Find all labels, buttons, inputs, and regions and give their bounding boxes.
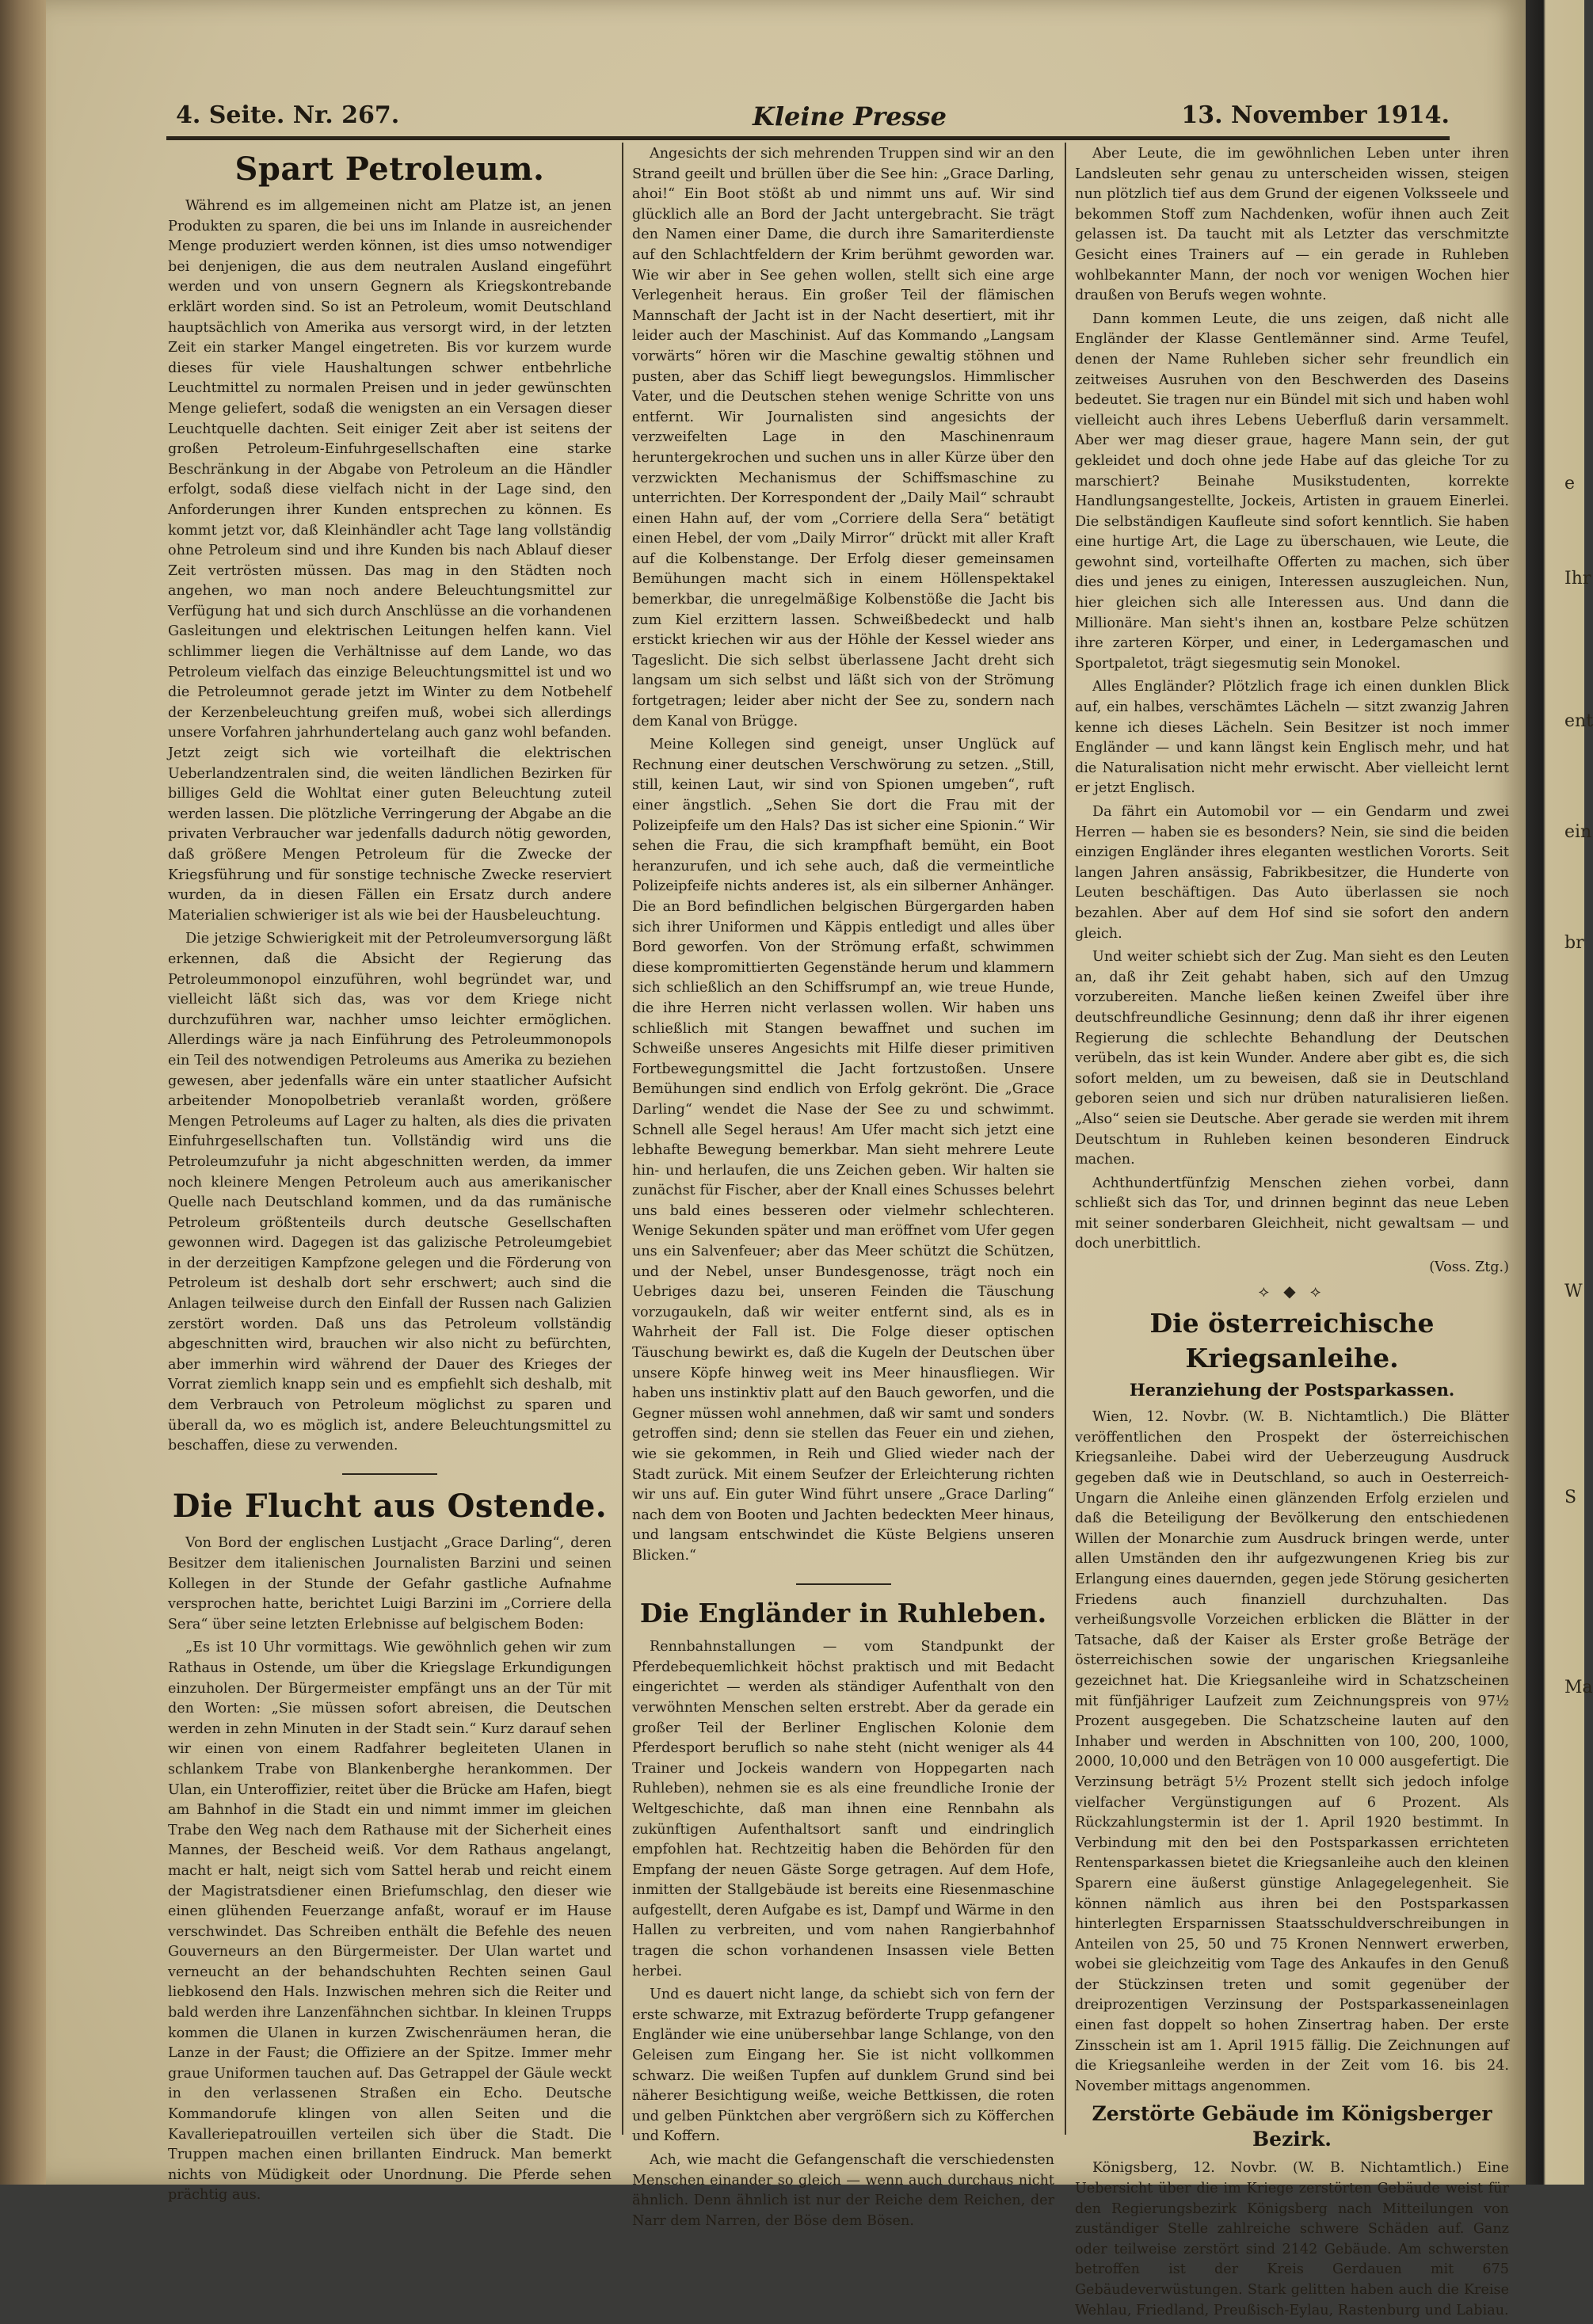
edge-fragment: ein [1564,822,1592,842]
article-paragraph: Und es dauert nicht lange, da schiebt sich von fern der erste schwarze, mit Extrazug beförderte Trupp gefangener Engländer wie eine unübersehbar lange Schlange, von den Geleisen zum Eingang her. Sie ist nicht vollkommen schwarz. Die weißen Tupfen auf dunklem Grund sind bei näherer Besichtigung weiße, weiche Bettkissen, die roten und gelben Pünktchen aber vergrößern sich zu Köfferchen und Koffern. [632,1987,1054,2145]
page-number-label: 4. Seite. Nr. 267. [176,101,400,129]
column-2 [632,144,1054,2234]
article-paragraph: Die jetzige Schwierigkeit mit der Petroleumversorgung läßt erkennen, daß die Absicht der Regierung das Petroleummonopol einzuführen, wohl begründet war, und vielleicht läßt sich das, was vor dem Kriege nicht durchzuführen war, nachher umso leichter ermöglichen. Allerdings wäre ja nach Einführung des Petroleummonopols ein Teil des notwendigen Petroleums aus Amerika zu beziehen gewesen, aber jedenfalls wäre ein unter staatlicher Aufsicht arbeitender Monopolbetrieb veranlaßt worden, größere Mengen Petroleums auf Lager zu halten, als dies die privaten Einfuhrgesellschaften tun. Vollständig wird uns die Petroleumzufuhr ja nicht abgeschnitten werden, da immer noch kleinere Mengen Petroleum auch aus amerikanischer Quelle nach Deutschland kommen, und da das rumänische Petroleum größtenteils durch deutsche Gesellschaften gewonnen wird. Dagegen ist das galizische Petroleumgebiet in der derzeitigen Kampfzone gelegen und die Förderung von Petroleum ist deshalb dort sehr erschwert; auch sind die Anlagen teilweise durch den Einfall der Russen nach Galizien zerstört worden. Daß uns das Petroleum vollständig abgeschnitten wird, brauchen wir also nicht zu befürchten, aber immerhin wird während der Dauer des Krieges der Vorrat ziemlich knapp sein und es empfiehlt sich deshalb, mit dem Verbrauch von Petroleum möglichst zu sparen und überall da, wo es möglich ist, andere Beleuchtungsmittel zu beschaffen, diese zu verwenden. [168,931,612,1454]
article-paragraph: Dann kommen Leute, die uns zeigen, daß nicht alle Engländer der Klasse Gentlemänner sind. Arme Teufel, denen der Name Ruhleben sicher sehr freundlich ein zeitweises Ausruhen von den Beschwerden des Daseins bedeutet. Sie tragen nur ein Bündel mit sich und haben wohl vielleicht auch ihres Lebens Ueberfluß darin versammelt. Aber wer mag dieser graue, hagere Mann sein, der gut gekleidet und doch ohne jede Habe auf das gleiche Tor zu marschiert? Beinahe Musikstudenten, korrekte Handlungsangestellte, Jockeis, Artisten in grauem Einerlei. Die selbständigen Kaufleute sind sofort kenntlich. Sie haben eine hurtige Art, die Lage zu überschauen, wie Leute, die gewohnt sind, vorteilhafte Offerten zu machen, sich über dies und jenes zu einigen, Interessen auszugleichen. Nun, hier gleichen sich alle Interessen aus. Und dann die Millionäre. Man sieht's ihnen an, kostbare Pelze schützen ihre zarteren Körper, und einer, in Ledergamaschen und Sportpaletot, trägt siegesmutig sein Monokel. [1075,311,1509,672]
article-paragraph: Wien, 12. Novbr. (W. B. Nichtamtlich.) Die Blätter veröffentlichen den Prospekt der österreichischen Kriegsanleihe. Dabei wird der Ueberzeugung Ausdruck gegeben daß wie in Deutschland, so auch in Oesterreich-Ungarn die Anleihe einen glänzenden Erfolg erzielen und daß die Beteiligung der Bevölkerung den entschiedenen Willen der Monarchie zum Ausdruck bringen werde, unter allen Umständen den ihr aufgezwungenen Krieg bis zur Erlangung eines dauernden, gegen jede Störung gesicherten Friedens auch finanziell durchzuhalten. Das verheißungsvolle Vorzeichen erblicken die Blätter in der Tatsache, daß der Kaiser als Erster große Beträge der österreichischen sowie der ungarischen Kriegsanleihe gezeichnet hat. Die Kriegsanleihe wird in Schatzscheinen mit fünfjähriger Laufzeit zum Zeichnungspreis von 97½ Prozent ausgegeben. Die Schatzscheine lauten auf den Inhaber und werden in Abschnitten von 100, 200, 1000, 2000, 10,000 und den Beträgen von 10 000 ausgefertigt. Die Verzinsung beträgt 5½ Prozent stellt sich jedoch infolge vielfacher Vergünstigungen auf 6 Prozent. Als Rückzahlungstermin ist der 1. April 1920 bestimmt. In Verbindung mit den bei den Postsparkassen errichteten Rentensparkassen bietet die Kriegsanleihe auch den kleinen Sparern eine äußerst günstige Anlagegelegenheit. Sie können nämlich aus ihren bei den Postsparkassen hinterlegten Ersparnissen Staatsschuldverschreibungen in Anteilen von 25, 50 und 75 Kronen Nennwert erwerben, wobei sie gleichzeitig vom Tage des Ankaufes in den Genuß der Stückzinsen treten und somit gegenüber der dreiprozentigen Verzinsung der Postsparkasseneinlagen einen fast doppelt so hohen Zinsertrag haben. Der erste Zinsschein ist am 1. April 1915 fällig. Die Zeichnungen auf die Kriegsanleihe werden in der Zeit vom 16. bis 24. November mittags angenommen. [1075,1409,1509,2094]
article-paragraph: Achthundertfünfzig Menschen ziehen vorbei, dann schließt sich das Tor, und drinnen beginnt das neue Leben mit seiner sonderbaren Gleichheit, nicht gewaltsam — und doch unerbittlich. [1075,1175,1509,1252]
separator-rule [168,1461,612,1482]
edge-fragment: e [1564,474,1576,493]
article-paragraph: Königsberg, 12. Novbr. (W. B. Nichtamtlich.) Eine Uebersicht über die im Kriege zerstörten Gebäude weist für den Regierungsbezirk Königsberg nach Mitteilungen von zuständiger Stelle zahlreiche schwere Schäden auf. Ganz oder teilweise zerstört sind 2142 Gebäude. Am schwersten betroffen ist der Kreis Gerdauen mit 675 Gebäudeverwüstungen. Stark gelitten haben auch die Kreise Wehlau, Friedland, Preußisch-Eylau, Rastenburg und Labiau. [1075,2160,1509,2318]
article-paragraph: Meine Kollegen sind geneigt, unser Unglück auf Rechnung einer deutschen Verschwörung zu setzen. „Still, still, keinen Laut, wir sind von Spionen umgeben“, ruft einer ängstlich. „Sehen Sie dort die Frau mit der Polizeipfeife um den Hals? Das ist sicher eine Spionin.“ Wir sehen die Frau, die sich krampfhaft bemüht, ein Boot heranzurufen, und ich sehe auch, daß die vermeintliche Polizeipfeife nichts anderes ist, als ein silberner Anhänger. Die an Bord befindlichen belgischen Bürgergarden haben sich ihrer Uniformen und Käppis entledigt und alles über Bord geworfen. Von der Strömung erfaßt, schwimmen diese kompromittierten Gegenstände herum und klammern sich schließlich an den Schiffsrumpf an, wie treue Hunde, die ihre Herren nicht verlassen wollen. Wir haben uns schließlich mit Stangen bewaffnet und suchen im Schweiße unseres Angesichts mit Hilfe dieser primitiven Fortbewegungsmittel die Jacht fortzustoßen. Unsere Bemühungen sind endlich von Erfolg gekrönt. Die „Grace Darling“ wendet die Nase der See zu und schwimmt. Schnell alle Segel heraus! Am Ufer macht sich jetzt eine lebhafte Bewegung bemerkbar. Man sieht mehrere Leute hin- und herlaufen, die uns Zeichen geben. Wir halten sie zunächst für Fischer, aber der Knall eines Schusses belehrt uns bald eines besseren oder vielmehr schlechteren. Wenige Sekunden später und man eröffnet vom Ufer gegen uns ein Salvenfeuer; aber das Meer schützt die Schützen, und der Nebel, unser Bundesgenosse, trägt noch ein Uebriges dazu bei, unseren Feinden die Täuschung vorzugaukeln, daß wir weiter entfernt sind, als es in Wahrheit der Fall ist. Die Folge dieser optischen Täuschung bewirkt es, daß die Kugeln der Deutschen über unsere Köpfe hinweg weit ins Meer hinausfliegen. Wir haben uns instinktiv platt auf den Bauch geworfen, und die Gegner müssen wohl annehmen, daß wir samt und sonders getroffen sind; denn sie stellen das Feuer ein und ziehen, wie sie gekommen, in Reih und Glied wieder nach der Stadt zurück. Mit einem Seufzer der Erleichterung richten wir uns auf. Ein guter Wind führt unsere „Grace Darling“ nach dem von Booten und Jachten bedeckten Meer hinaus, und langsam entschwindet die Küste Belgiens unseren Blicken.“ [632,737,1054,1564]
separator-rule [632,1572,1054,1592]
edge-fragment: Ihr [1564,569,1591,589]
separator-ornament: ⟡ ◆ ⟡ [1258,1281,1326,1301]
article-subtitle: Heranziehung der Postsparkassen. [1129,1380,1455,1400]
article-title-ruhleben: Die Engländer in Ruhleben. [639,1598,1047,1629]
issue-date: 13. November 1914. [1181,101,1450,129]
adjacent-page-edge [1526,0,1584,2185]
edge-fragment: br [1564,933,1584,953]
article-paragraph: Da fährt ein Automobil vor — ein Gendarm und zwei Herren — haben sie es besonders? Nein, sie sind die beiden einzigen Engländer ihres eleganten westlichen Vororts. Seit langen Jahren ansässig, Fabrikbesitzer, die Hunderte von Leuten beschäftigen. Das Auto überlassen sie noch bezahlen. Aber auf dem Hof sind sie sofort den andern gleich. [1075,804,1509,942]
header-rule [166,136,1450,140]
book-binding [0,0,46,2185]
article-title-kriegsanleihe: Die österreichische Kriegsanleihe. [1149,1308,1435,1374]
page-header [166,101,1450,141]
article-paragraph: Angesichts der sich mehrenden Truppen sind wir an den Strand geeilt und brüllen über die See hin: „Grace Darling, ahoi!“ Ein Boot stößt ab und nimmt uns auf. Wir sind glücklich alle an Bord der Jacht untergebracht. Sie trägt den Namen einer Dame, die durch ihre Samariterdienste auf den Schlachtfeldern der Krim berühmt geworden war. Wie wir aber in See gehen wollen, stellt sich eine arge Verlegenheit heraus. Ein großer Teil der flämischen Mannschaft der Jacht ist in der Nacht desertiert, mit ihr leider auch der Maschinist. Auf das Kommando „Langsam vorwärts“ hören wir die Maschine gewaltig stöhnen und pusten, aber das Schiff liegt bewegungslos. Himmlischer Vater, und die Deutschen stehen wenige Schritte von uns entfernt. Wir Journalisten sind angesichts der verzweifelten Lage in den Maschinenraum heruntergekrochen und suchen uns in aller Kürze über den verzwickten Mechanismus der Schiffsmaschine zu unterrichten. Der Korrespondent der „Daily Mail“ schraubt einen Hahn auf, der vom „Corriere della Sera“ betätigt einen Hebel, der vom „Daily Mirror“ drückt mit aller Kraft auf die Kolbenstange. Der Erfolg dieser gemeinsamen Bemühungen macht sich in einem Höllenspektakel bemerkbar, die unregelmäßige Kolbenstöße die Jacht bis zum Kiel erzittern lassen. Schweißbedeckt und halb erstickt kriechen wir aus der Höhle der Kessel wieder ans Tageslicht. Die sich selbst überlassene Jacht dreht sich langsam um sich selbst und läßt sich von der Strömung fortgetragen; leider aber nicht der See zu, sondern nach dem Kanal von Brügge. [632,146,1054,730]
newspaper-title: Kleine Presse [753,101,947,131]
article-paragraph: Und weiter schiebt sich der Zug. Man sieht es den Leuten an, daß ihr Zeit gehabt haben, sich auf den Umzug vorzubereiten. Manche ließen keinen Zweifel über ihre deutschfreundliche Gesinnung; denn daß ihr ihrer eigenen Regierung die schlechte Behandlung der Deutschen verübeln, das ist kein Wunder. Andere aber gibt es, die sich sofort melden, um zu beweisen, daß sie in Deutschland geboren seien und sich nur drüben naturalisieren ließen. „Also“ seien sie Deutsche. Aber gerade sie werden mit ihrem Deutschtum in Ruhleben keinen besonderen Eindruck machen. [1075,949,1509,1168]
article-paragraph: Während es im allgemeinen nicht am Platze ist, an jenen Produkten zu sparen, die bei uns im Inlande in ausreichender Menge produziert werden können, ist dies umso notwendiger bei denjenigen, die aus dem neutralen Ausland eingeführt werden und von unsern Gegnern als Kriegskontrebande erklärt worden sind. So ist an Petroleum, womit Deutschland hauptsächlich von Amerika aus versorgt wird, in der letzten Zeit ein starker Mangel eingetreten. Bis vor kurzem wurde dieses für viele Haushaltungen schwer entbehrliche Leuchtmittel zu normalen Preisen und in jeder gewünschten Menge geliefert, sodaß die wenigsten an ein Versagen dieser Leuchtquelle dachten. Seit einiger Zeit aber ist seitens der großen Petroleum-Einfuhrgesellschaften eine starke Beschränkung in der Abgabe von Petroleum an die Händler erfolgt, sodaß diese vielfach nicht in der Lage sind, den Anforderungen ihrer Kunden entsprechen zu können. Es kommt jetzt vor, daß Kleinhändler acht Tage lang vollständig ohne Petroleum sind und ihre Kunden bis nach Ablauf dieser Zeit vertrösten müssen. Das mag in den Städten noch angehen, wo man noch andere Beleuchtungsmittel zur Verfügung hat und sich durch Anschlüsse an die vorhandenen Gasleitungen und elektrischen Leitungen helfen kann. Viel schlimmer liegen die Verhältnisse auf dem Lande, wo das Petroleum vielfach das einzige Beleuchtungsmittel ist und wo die Petroleumnot gerade jetzt im Winter zu dem Notbehelf der Kerzenbeleuchtung greifen muß, wobei sich allerdings unsere Vorfahren jahrhundertelang auch ganz wohl befanden. Jetzt zeigt sich wie vorteilhaft die elektrischen Ueberlandzentralen sind, die weiten ländlichen Bezirken für billiges Geld die Wohltat einer guten Beleuchtung zuteil werden lassen. Die plötzliche Verringerung der Abgabe an die privaten Verbraucher war jedenfalls dadurch nötig geworden, daß größere Mengen Petroleum für die Zwecke der Kriegsführung und für sonstige technische Zwecke reserviert wurden, da in diesen Fällen ein Ersatz durch andere Materialien schwieriger ist als wie bei der Hausbeleuchtung. [168,198,612,924]
article-paragraph: Von Bord der englischen Lustjacht „Grace Darling“, deren Besitzer dem italienischen Journalisten Barzini und seinen Kollegen in der Stunde der Gefahr gastliche Aufnahme versprochen hatte, berichtet Luigi Barzini im „Corriere della Sera“ über seine letzten Erlebnisse auf belgischem Boden: [168,1535,612,1633]
article-title-ostende: Die Flucht aus Ostende. [172,1488,608,1526]
article-paragraph: Aber Leute, die im gewöhnlichen Leben unter ihren Landsleuten sehr genau zu unterscheiden wissen, steigen nun plötzlich tief aus dem Grund der eigenen Volksseele und bekommen Stoff zum Nachdenken, wofür ihnen auch Zeit gelassen ist. Da taucht mit als Letzter das verschmitzte Gesicht eines Trainers auf — ein gerade in Ruhleben wohlbekannter Mann, der noch vor wenigen Wochen hier draußen von Berufs wegen wohnte. [1075,146,1509,304]
edge-fragment: S [1564,1488,1577,1507]
edge-fragment: W [1564,1282,1583,1301]
article-title-koenigsberg: Zerstörte Gebäude im Königsberger Bezirk. [1092,2102,1492,2151]
article-paragraph: „Es ist 10 Uhr vormittags. Wie gewöhnlich gehen wir zum Rathaus in Ostende, um über die Kriegslage Erkundigungen einzuholen. Der Bürgermeister empfängt uns an der Tür mit den Worten: „Sie müssen sofort abreisen, die Deutschen werden in zehn Minuten in der Stadt sein.“ Kurz darauf sehen wir einen von einem Radfahrer begleiteten Ulanen in schlankem Trabe von Blankenberghe herankommen. Der Ulan, ein Unteroffizier, reitet über die Brücke am Hafen, biegt am Bahnhof in die Stadt ein und nimmt immer im gleichen Trabe den Weg nach dem Rathause mit der Sicherheit eines Mannes, der Bescheid weiß. Vor dem Rathaus angelangt, macht er halt, neigt sich vom Sattel herab und reicht einem der Magistratsdiener einen Briefumschlag, den dieser wie einen glühenden Feuerzange anfaßt, worauf er im Hause verschwindet. Das Schreiben enthält die Befehle des neuen Gouverneurs an den Bürgermeister. Der Ulan wartet und verneucht an der behandschuhten Rechten seinen Gaul liebkosend den Hals. Inzwischen mehren sich die Reiter und bald werden ihre Lanzenfähnchen sichtbar. In kleinen Trupps kommen die Ulanen in kurzen Zwischenräumen heran, die Lanze in der Faust; die Offiziere an der Spitze. Immer mehr graue Uniformen tauchen auf. Das Getrappel der Gäule weckt in den verlassenen Straßen ein Echo. Deutsche Kommandorufe klingen von allen Seiten und die Kavalleriepatrouillen verteilen sich über die Stadt. Die Truppen machen einen brillanten Eindruck. Man bemerkt nichts von Müdigkeit oder Unordnung. Die Pferde sehen prächtig aus. [168,1640,612,2204]
article-title-petroleum: Spart Petroleum. [234,150,545,188]
article-paragraph: Alles Engländer? Plötzlich frage ich einen dunklen Blick auf, ein halbes, verschämtes Lächeln — sitzt zwanzig Jahren kenne ich dieses Lächeln. Sein Besitzer ist noch immer Engländer — und kann längst kein Englisch mehr, und hat die Naturalisation nicht mehr erwischt. Aber vielleicht lernt er jetzt Englisch. [1075,679,1509,797]
column-3 [1075,144,1509,2324]
column-separator [622,143,623,2135]
article-paragraph: Rennbahnstallungen — vom Standpunkt der Pferdebequemlichkeit höchst praktisch und mit Bedacht eingerichtet — werden als ständiger Aufenthalt von den verwöhnten Menschen selten erstrebt. Aber da gerade ein großer Teil der Berliner Englischen Kolonie dem Pferdesport beruflich so nahe steht (nicht weniger als 44 Trainer und Jockeis wandern von Hoppegarten nach Ruhleben), nehmen sie es als eine freundliche Ironie der Weltgeschichte, daß man ihnen eine Rennbahn als zukünftigen Aufenthaltsort sanft und eindringlich empfohlen hat. Rechtzeitig haben die Behörden für den Empfang der neuen Gäste Sorge getragen. Auf dem Hofe, inmitten der Stallgebäude ist bereits eine Riesenmaschine aufgestellt, deren Aufgabe es ist, Dampf und Wärme in den Hallen zu verbreiten, und vom nahen Rangierbahnhof tragen die schon vorhandenen Insassen viele Betten herbei. [632,1639,1054,1979]
column-1 [168,144,612,2209]
article-paragraph: Ach, wie macht die Gefangenschaft die verschiedensten Menschen einander so gleich — wenn auch durchaus nicht ähnlich. Denn ähnlich ist nur der Reiche dem Reichen, der Narr dem Narren, der Böse dem Bösen. [632,2152,1054,2229]
source-citation: (Voss. Ztg.) [1429,1259,1509,1276]
edge-fragment: ent [1564,711,1593,731]
edge-fragment: Ma [1564,1678,1593,1697]
column-separator [1065,143,1066,2135]
